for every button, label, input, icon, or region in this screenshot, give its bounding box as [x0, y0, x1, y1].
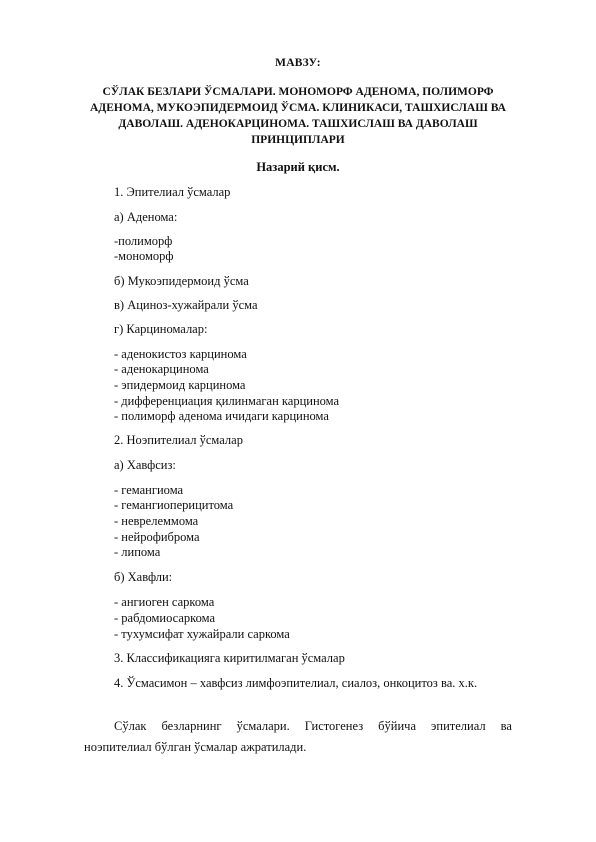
- list-item: - аденокарцинома: [114, 362, 209, 376]
- list-item: - эпидермоид карцинома: [114, 378, 246, 392]
- list-item: в) Ациноз-хужайрали ўсма: [114, 298, 258, 312]
- list-item: б) Хавфли:: [114, 570, 173, 584]
- list-item: 4. Ўсмасимон – хавфсиз лимфоэпителиал, сиалоз, онкоцитоз ва. х.к.: [114, 676, 478, 690]
- list-item: 3. Классификацияга киритилмаган ўсмалар: [114, 651, 345, 665]
- list-item: - дифференциация қилинмаган карцинома: [114, 394, 340, 408]
- list-item: 1. Эпителиал ўсмалар: [114, 185, 231, 199]
- topic-label: МАВЗУ:: [275, 57, 321, 69]
- paragraph-line-2: ноэпителиал бўлган ўсмалар ажратилади.: [84, 740, 307, 754]
- list-item: - липома: [114, 545, 161, 559]
- paragraph-word: эпителиал: [431, 719, 486, 733]
- section-subtitle: Назарий қисм.: [256, 160, 340, 174]
- paragraph-word: бўйича: [378, 719, 416, 733]
- paragraph-word: Сўлак: [114, 719, 147, 733]
- list-item: - ангиоген саркома: [114, 595, 215, 609]
- paragraph-word: Гистогенез: [304, 719, 364, 733]
- paragraph-word: безларнинг: [161, 719, 222, 733]
- list-item: - рабдомиосаркома: [114, 611, 215, 625]
- list-item: -полиморф: [114, 234, 173, 248]
- list-item: - нейрофиброма: [114, 530, 200, 544]
- body-paragraph: [84, 716, 512, 758]
- list-item: а) Аденома:: [114, 210, 178, 224]
- list-item: 2. Ноэпителиал ўсмалар: [114, 433, 243, 447]
- list-item: - гемангиоперицитома: [114, 498, 234, 512]
- list-item: - полиморф аденома ичидаги карцинома: [114, 409, 329, 423]
- paragraph-line-1: [84, 716, 512, 737]
- paragraph-word: ўсмалари.: [236, 719, 290, 733]
- paragraph-word: ва: [500, 719, 512, 733]
- list-item: б) Мукоэпидермоид ўсма: [114, 274, 249, 288]
- list-item: -мономорф: [114, 249, 174, 263]
- document-title: СЎЛАК БЕЗЛАРИ ЎСМАЛАРИ. МОНОМОРФ АДЕНОМА, ПОЛИМОРФ АДЕНОМА, МУКОЭПИДЕРМОИД ЎСМА. КЛИНИКАСИ, ТАШХИСЛАШ ВА ДАВОЛАШ. АДЕНОКАРЦИНОМА. ТАШХИСЛАШ ВА ДАВОЛАШ ПРИНЦИПЛАРИ: [90, 86, 506, 146]
- list-item: г) Карциномалар:: [114, 322, 208, 336]
- list-item: а) Хавфсиз:: [114, 458, 176, 472]
- list-item: - гемангиома: [114, 483, 184, 497]
- list-item: - неврелеммома: [114, 514, 199, 528]
- list-item: - тухумсифат хужайрали саркома: [114, 627, 290, 641]
- list-item: - аденокистоз карцинома: [114, 347, 247, 361]
